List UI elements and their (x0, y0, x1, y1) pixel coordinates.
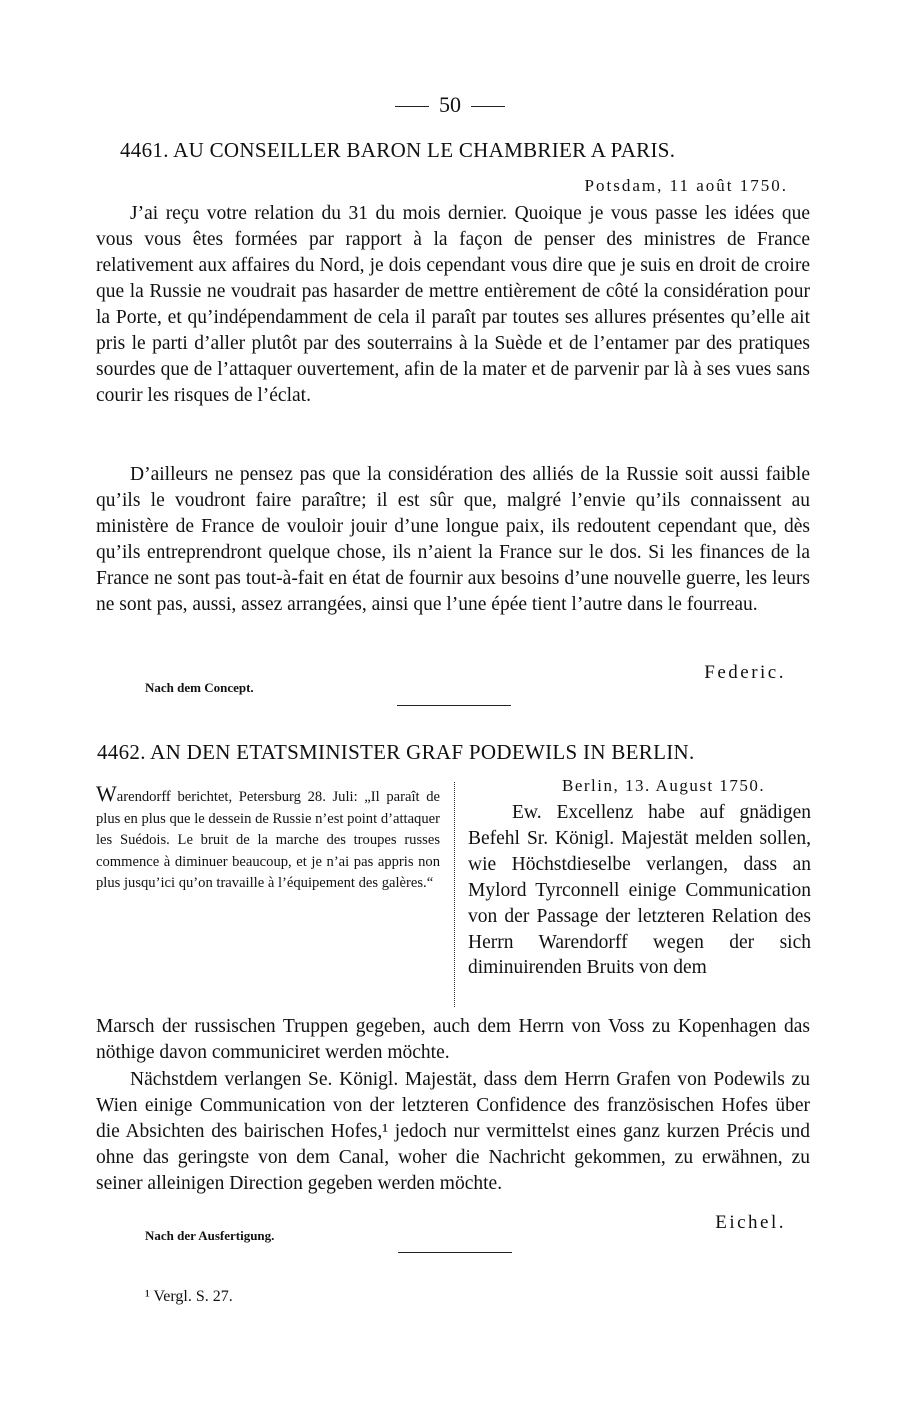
footnote: ¹ Vergl. S. 27. (145, 1288, 233, 1305)
letter-4462-paragraph-1-continued: Marsch der russischen Truppen gegeben, auch dem Herrn von Voss zu Kopenhagen das nöthige davon communiciret werden möchte. (96, 1016, 810, 1063)
editor-note-initial: W (96, 781, 117, 806)
letter-4462-paragraph-2: Nächstdem verlangen Se. Königl. Majestät, dass dem Herrn Grafen von Podewils zu Wien einige Communication von der letzteren Confidence des französischen Hofes über die Absichten des bairischen Hofes,¹ jedoch nur vermittelst eines ganz kurzen Précis und ohne das geringste von dem Canal, woher die Nachricht gekommen, zu erwähnen, zu seiner alleinigen Direction gegeben werden möchte. (96, 1069, 810, 1194)
section-divider-2 (398, 1252, 512, 1253)
page-number: 50 (0, 92, 900, 118)
letter-4462-paragraph-1-column: Ew. Excellenz habe auf gnädigen Befehl Sr. Königl. Majestät melden sollen, wie Höchstdieselbe verlangen, dass an Mylord Tyrconnell einige Communication von der Passage der letzteren Relation des Herrn Warendorff wegen der sich diminuirenden Bruits von dem (468, 802, 811, 979)
letter-4461-paragraph-2: D’ailleurs ne pensez pas que la considération des alliés de la Russie soit aussi faible qu’ils le voudront faire paraître; il est sûr que, malgré l’envie qu’ils connaissent au ministère de France de vouloir jouir d’une longue paix, ils redoutent cependant que, dès qu’ils entreprendront quelque chose, ils n’aient la France sur le dos. Si les finances de la France ne sont pas tout-à-fait en état de fournir aux besoins d’une nouvelle guerre, les leurs ne sont pas, aussi, assez arrangées, ainsi que l’une épée tient l’autre dans le fourreau. (96, 464, 810, 615)
letter-4461-paragraph-1: J’ai reçu votre relation du 31 du mois dernier. Quoique je vous passe les idées que vous vous êtes formées par rapport à la façon de penser des ministres de France relativement aux affaires du Nord, je dois cependant vous dire que je suis en droit de croire que la Russie ne voudrait pas hasarder de mettre entièrement de côté la considération pour la Porte, et qu’indépendamment de cela il paraît par toutes ses allures présentes qu’elle ait pris le parti d’aller plutôt par des souterrains à la Suède et de l’entamer par des pratiques sourdes que de l’attaquer ouvertement, afin de la mater et de parvenir par là à ses vues sans courir les risques de l’éclat. (96, 203, 810, 406)
column-separator (454, 782, 455, 1007)
section-divider (397, 705, 511, 706)
editor-note-text: arendorff berichtet, Petersburg 28. Juli: „Il paraît de plus en plus que le dessein de Russie n’est point d’attaquer les Suédois. Le bruit de la marche des troupes russes commence à diminuer beaucoup, et je n’ai pas appris non plus jusqu’ici qu’on travaille à l’équipement des galères.“ (96, 789, 440, 892)
editor-note (96, 783, 440, 895)
letter-4461-dateline: Potsdam, 11 août 1750. (584, 176, 788, 195)
letter-4462-source: Nach der Ausfertigung. (145, 1228, 275, 1243)
letter-4462-signature: Eichel. (715, 1212, 786, 1233)
letter-4462-dateline: Berlin, 13. August 1750. (562, 776, 766, 795)
letter-4461-source: Nach dem Concept. (145, 680, 254, 695)
letter-4462-heading: 4462. AN DEN ETATSMINISTER GRAF PODEWILS IN BERLIN. (97, 740, 695, 764)
letter-4461-heading: 4461. AU CONSEILLER BARON LE CHAMBRIER A PARIS. (120, 138, 676, 162)
letter-4461-signature: Federic. (704, 662, 786, 683)
